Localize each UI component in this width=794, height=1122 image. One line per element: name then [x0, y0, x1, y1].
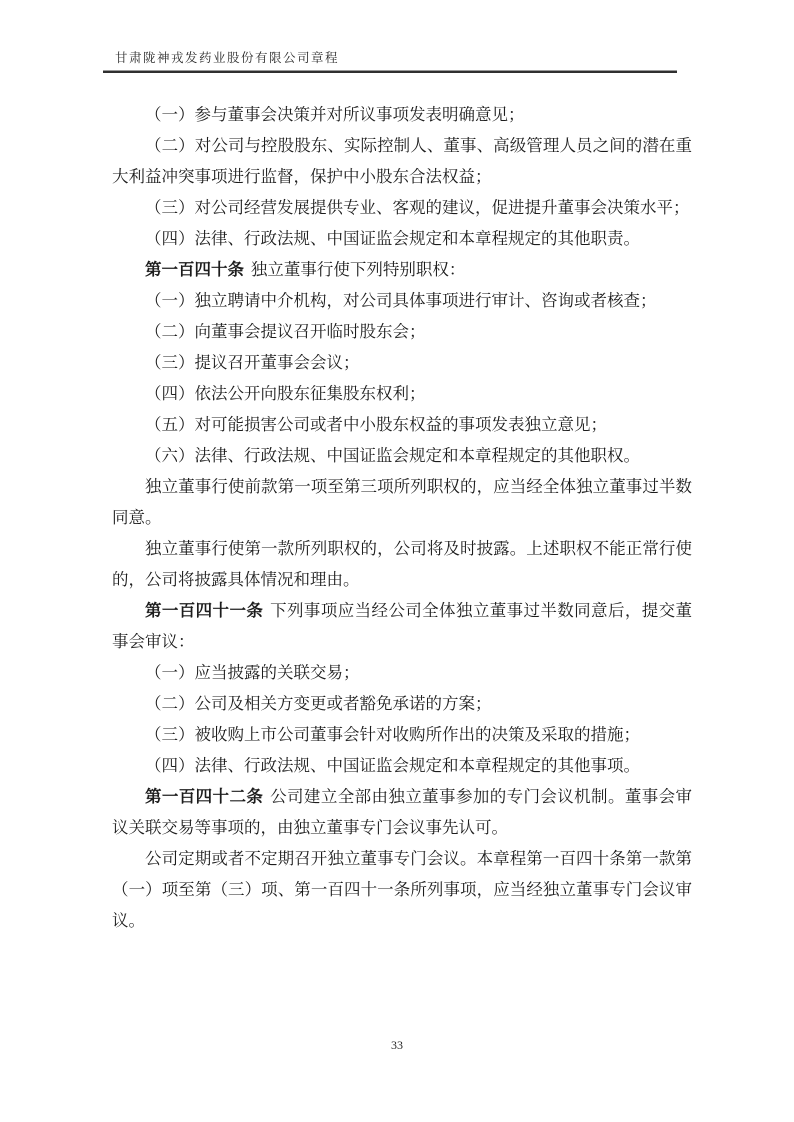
paragraph	[112, 192, 692, 223]
paragraph	[112, 347, 692, 378]
paragraph-text: （一）参与董事会决策并对所议事项发表明确意见；	[145, 105, 525, 124]
article-number: 第一百四十二条	[145, 787, 264, 806]
paragraph-text: 独立董事行使下列特别职权：	[250, 260, 466, 279]
paragraph	[112, 471, 692, 533]
header-title: 甘肃陇神戎发药业股份有限公司章程	[115, 51, 340, 65]
paragraph-text: （三）被收购上市公司董事会针对收购所作出的决策及采取的措施；	[145, 725, 640, 744]
paragraph	[112, 130, 692, 192]
paragraph	[112, 750, 692, 781]
page-footer	[0, 1038, 794, 1053]
paragraph-text: （二）对公司与控股股东、实际控制人、董事、高级管理人员之间的潜在重大利益冲突事项进行监督，保护中小股东合法权益；	[112, 136, 692, 186]
paragraph-text: 独立董事行使前款第一项至第三项所列职权的，应当经全体独立董事过半数同意。	[112, 477, 692, 527]
paragraph-text: （四）法律、行政法规、中国证监会规定和本章程规定的其他职责。	[145, 229, 640, 248]
paragraph	[112, 533, 692, 595]
paragraph-text: 下列事项应当经公司全体独立董事过半数同意后，提交董事会审议：	[112, 601, 693, 651]
paragraph-text: （四）法律、行政法规、中国证监会规定和本章程规定的其他事项。	[145, 756, 640, 775]
paragraph-text: （二）向董事会提议召开临时股东会；	[145, 322, 426, 341]
paragraph	[112, 781, 692, 843]
paragraph	[112, 595, 692, 657]
paragraph-text: （二）公司及相关方变更或者豁免承诺的方案；	[145, 694, 492, 713]
paragraph-text: 公司定期或者不定期召开独立董事专门会议。本章程第一百四十条第一款第（一）项至第（三）项、第一百四十一条所列事项，应当经独立董事专门会议审议。	[112, 849, 692, 930]
paragraph-text: （三）提议召开董事会会议；	[145, 353, 360, 372]
paragraph-text: （一）应当披露的关联交易；	[145, 663, 360, 682]
paragraph	[112, 223, 692, 254]
paragraph-text: （六）法律、行政法规、中国证监会规定和本章程规定的其他职权。	[145, 446, 640, 465]
paragraph	[112, 254, 692, 285]
paragraph	[112, 440, 692, 471]
paragraph-text: 公司建立全部由独立董事参加的专门会议机制。董事会审议关联交易等事项的，由独立董事专门会议事先认可。	[112, 787, 693, 837]
article-number: 第一百四十条	[145, 260, 244, 279]
article-number: 第一百四十一条	[145, 601, 264, 620]
paragraph-text: （五）对可能损害公司或者中小股东权益的事项发表独立意见；	[145, 415, 607, 434]
paragraph	[112, 378, 692, 409]
header-rule	[103, 70, 677, 73]
paragraph	[112, 843, 692, 936]
page-header	[103, 50, 677, 73]
paragraph-text: （一）独立聘请中介机构，对公司具体事项进行审计、咨询或者核查；	[145, 291, 657, 310]
paragraph	[112, 688, 692, 719]
paragraph-text: （四）依法公开向股东征集股东权利；	[145, 384, 426, 403]
paragraph	[112, 316, 692, 347]
paragraph-text: 独立董事行使第一款所列职权的，公司将及时披露。上述职权不能正常行使的，公司将披露具体情况和理由。	[112, 539, 692, 589]
paragraph	[112, 657, 692, 688]
document-body	[112, 99, 692, 936]
paragraph	[112, 285, 692, 316]
paragraph	[112, 719, 692, 750]
paragraph	[112, 99, 692, 130]
paragraph-text: （三）对公司经营发展提供专业、客观的建议，促进提升董事会决策水平；	[145, 198, 690, 217]
paragraph	[112, 409, 692, 440]
page-number: 33	[391, 1038, 403, 1052]
